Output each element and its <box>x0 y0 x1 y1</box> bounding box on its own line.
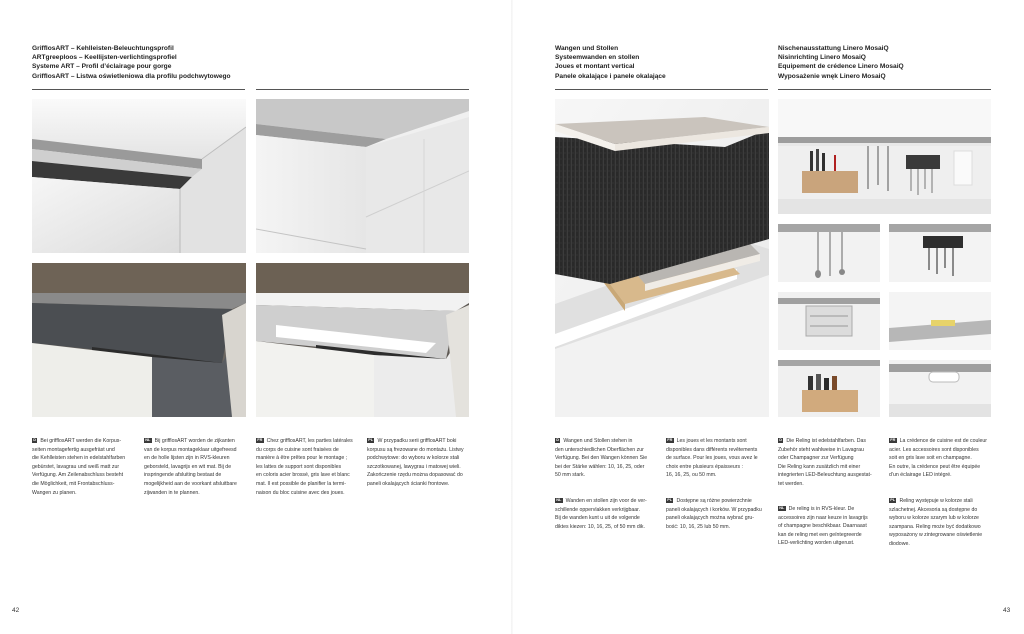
middle-heading <box>555 44 769 81</box>
caption-line: van de korpus montageklaar uitgefreesd <box>144 446 237 453</box>
photo-dark-cabinet-interior <box>32 263 246 417</box>
caption-line: Bij grifflosART worden de zijkanten <box>154 438 235 444</box>
caption-line: Die Reling ist edelstahlfarben. Das <box>786 438 866 444</box>
caption-line: paneli okalających ścianki frontowe. <box>367 480 450 487</box>
caption-fr <box>889 437 999 480</box>
heading-line-pl: GrifflosART – Listwa oświetleniowa dla profilu podchwytowego <box>32 72 231 80</box>
caption-line: Wangen zu planen. <box>32 489 77 496</box>
language-badge-icon: FR <box>257 438 263 442</box>
caption-line: diktes kiezen: 10, 16, 25, of 50 mm dik. <box>555 523 645 530</box>
heading-rule <box>32 89 245 90</box>
spine-gutter <box>511 0 513 634</box>
caption-line: En outre, la crédence peut être équipée <box>889 463 981 470</box>
heading-rule <box>555 89 768 90</box>
heading-line-pl: Wyposażenie wnęk Linero MosaiQ <box>778 72 886 80</box>
photo-panel-samples <box>555 99 769 417</box>
caption-line: korpusu są frezowane do montażu. Listwy <box>367 446 464 453</box>
language-badge-icon: FR <box>890 438 896 442</box>
heading-line-de: Nischenausstattung Linero MosaiQ <box>778 45 889 52</box>
caption-de <box>778 437 884 489</box>
caption-line: 50 mm stark. <box>555 472 585 479</box>
caption-de <box>32 437 136 497</box>
caption-line: Zakończenie rzędu można dopasować do <box>367 472 463 479</box>
heading-line-nl: ARTgreeploos – Keellijsten-verlichtingsprofiel <box>32 54 177 62</box>
caption-line: paneli okalających można wybrać gru- <box>666 515 754 522</box>
caption-line: en de holle lijsten zijn in RVS-kleuren <box>144 455 230 462</box>
heading-line-fr: Equipement de crédence Linero MosaiQ <box>778 63 904 71</box>
photo-lit-gorge-profile <box>256 263 469 417</box>
caption-line: szampana. Reling może być dodatkowo <box>889 523 981 530</box>
heading-line-nl: Systeemwanden en stollen <box>555 54 640 62</box>
caption-line: Bij de wanden kunt u uit de volgende <box>555 515 640 522</box>
right-heading <box>778 44 992 81</box>
caption-line: accessoires zijn naar keuze in lavagrijs <box>778 514 868 521</box>
caption-line: mogelijkheid aan de voorkant afsluitbare <box>144 480 237 487</box>
heading-line-nl: Nisinrichting Linero MosaiQ <box>778 54 866 62</box>
caption-line: Bei grifflosART werden die Korpus- <box>40 438 122 444</box>
language-badge-icon: PL <box>368 438 374 442</box>
left-heading <box>32 44 247 81</box>
heading-line-fr: Joues et montant vertical <box>555 63 635 71</box>
caption-de <box>555 437 659 480</box>
caption-line: Les joues et les montants sont <box>676 438 747 444</box>
caption-line: soit en gris lave soit en champagne. <box>889 455 972 462</box>
photo-rail-utensils <box>778 224 880 282</box>
caption-nl <box>555 497 659 531</box>
language-badge-icon: D <box>33 438 37 442</box>
caption-line: d’un éclairage LED intégré. <box>889 472 952 479</box>
caption-line: choix entre plusieurs épaisseurs : <box>666 463 743 470</box>
page-number-left: 42 <box>12 607 20 614</box>
photo-rail-shelf <box>778 292 880 350</box>
heading-rule <box>778 89 991 90</box>
caption-line: Dostępne są różne powierzchnie <box>676 498 752 504</box>
photo-white-fronts-gorge <box>256 99 469 253</box>
caption-line: De reling is in RVS-kleur. De <box>788 506 855 512</box>
photo-rail-knife-holder <box>889 224 991 282</box>
caption-line: Die Reling kann zusätzlich mit einer <box>778 463 861 470</box>
caption-line: den unterschiedlichen Oberflächen zur <box>555 446 644 453</box>
caption-line: die Kehlleisten stehen in edelstahlfarben <box>32 455 126 462</box>
caption-line: diodowe. <box>889 540 910 547</box>
caption-line: disponibles dans différents revêtements <box>666 446 758 453</box>
caption-fr <box>666 437 774 480</box>
language-badge-icon: FR <box>667 438 673 442</box>
caption-line: die Möglichkeit, mit Frontabschluss- <box>32 480 115 487</box>
photo-rail-sponge-tray <box>889 292 991 350</box>
photo-cabinet-profile-closeup <box>32 99 246 253</box>
caption-line: wyposażony w zintegrowane oświetlenie <box>889 532 983 539</box>
caption-line: en coloris acier brossé, gris lave et blanc <box>256 472 350 479</box>
heading-line-fr: Systeme ART – Profil d’éclairage pour gorge <box>32 63 172 71</box>
caption-pl <box>889 497 999 549</box>
caption-line: W przypadku serii grifflosART boki <box>377 438 457 444</box>
caption-line: szczotkowanej, lawygrau i matowej wieli. <box>367 463 461 470</box>
language-badge-icon: PL <box>667 498 673 502</box>
language-badge-icon: D <box>779 438 783 442</box>
caption-line: Chez grifflosART, les parties latérales <box>266 438 353 444</box>
caption-line: acier. Les accessoires sont disponibles <box>889 446 979 453</box>
caption-line: Zubehör steht wahlweise in Lavagrau <box>778 446 864 453</box>
language-badge-icon: D <box>556 438 560 442</box>
caption-nl <box>778 505 884 548</box>
caption-line: Wangen und Stollen stehen in <box>563 438 633 444</box>
caption-line: tet werden. <box>778 480 804 487</box>
heading-line-pl: Panele okalające i panele okalające <box>555 72 666 80</box>
caption-line: of champagne beschikbaar. Daarnaast <box>778 523 867 530</box>
caption-line: mat. Il est possible de planifier la termi- <box>256 480 346 487</box>
caption-line: schillende oppervlakken verkrijgbaar. <box>555 506 641 513</box>
heading-line-de: Wangen und Stollen <box>555 45 619 52</box>
caption-line: naison du bloc cuisine avec des joues. <box>256 489 345 496</box>
caption-line: les lattes de support sont disponibles <box>256 463 342 470</box>
page-number-right: 43 <box>1003 607 1011 614</box>
caption-fr <box>256 437 362 497</box>
caption-pl <box>666 497 774 531</box>
caption-line: kan de reling met een geïntegreerde <box>778 531 862 538</box>
caption-line: podchwytowe: do wyboru w kolorze stali <box>367 455 460 462</box>
caption-line: geborsteld, lavagrijs en wit mat. Bij de <box>144 463 232 470</box>
caption-line: LED-verlichting worden uitgerust. <box>778 540 855 547</box>
caption-pl <box>367 437 473 489</box>
caption-line: paneli okalających i korków. W przypadku <box>666 506 762 513</box>
caption-line: 16, 16, 25, ou 50 mm. <box>666 472 717 479</box>
caption-line: manière à être prêtes pour le montage ; <box>256 455 348 462</box>
heading-rule <box>256 89 469 90</box>
caption-line: wyboru w kolorze szarym lub w kolorze <box>889 515 979 522</box>
language-badge-icon: NL <box>556 498 562 502</box>
caption-line: du corps de cuisine sont fraisées de <box>256 446 339 453</box>
photo-rail-paper-holder <box>889 360 991 417</box>
language-badge-icon: PL <box>890 498 896 502</box>
caption-line: Wanden en stollen zijn voor de ver- <box>565 498 647 504</box>
caption-line: integrierten LED-Beleuchtung ausgestat- <box>778 472 872 479</box>
caption-line: bość: 10, 16, 25 lub 50 mm. <box>666 523 731 530</box>
caption-line: Verfügung. Bei den Wangen können Sie <box>555 455 648 462</box>
caption-line: zijwanden in te plannen. <box>144 489 200 496</box>
caption-line: szlachetnej. Akcesoria są dostępne do <box>889 506 978 513</box>
heading-line-de: GrifflosART – Kehlleisten-Beleuchtungsprofil <box>32 45 174 52</box>
caption-nl <box>144 437 248 497</box>
caption-line: Reling występuje w kolorze stali <box>899 498 973 504</box>
caption-line: bei der Stärke wählen: 10, 16, 25, oder <box>555 463 645 470</box>
caption-line: La crédence de cuisine est de couleur <box>899 438 988 444</box>
caption-line: seiten montagefertig ausgefräst und <box>32 446 115 453</box>
caption-line: gebürstet, lavagrau und weiß matt zur <box>32 463 120 470</box>
caption-line: Verfügung. Am Zeilenabschluss besteht <box>32 472 124 479</box>
language-badge-icon: NL <box>779 506 785 510</box>
language-badge-icon: NL <box>145 438 151 442</box>
caption-line: de surface. Pour les joues, vous avez le <box>666 455 758 462</box>
photo-niche-rail-overview <box>778 99 991 214</box>
caption-line: inspringende afsluiting bestaat de <box>144 472 222 479</box>
caption-line: oder Champagner zur Verfügung <box>778 455 854 462</box>
photo-rail-spice-box <box>778 360 880 417</box>
